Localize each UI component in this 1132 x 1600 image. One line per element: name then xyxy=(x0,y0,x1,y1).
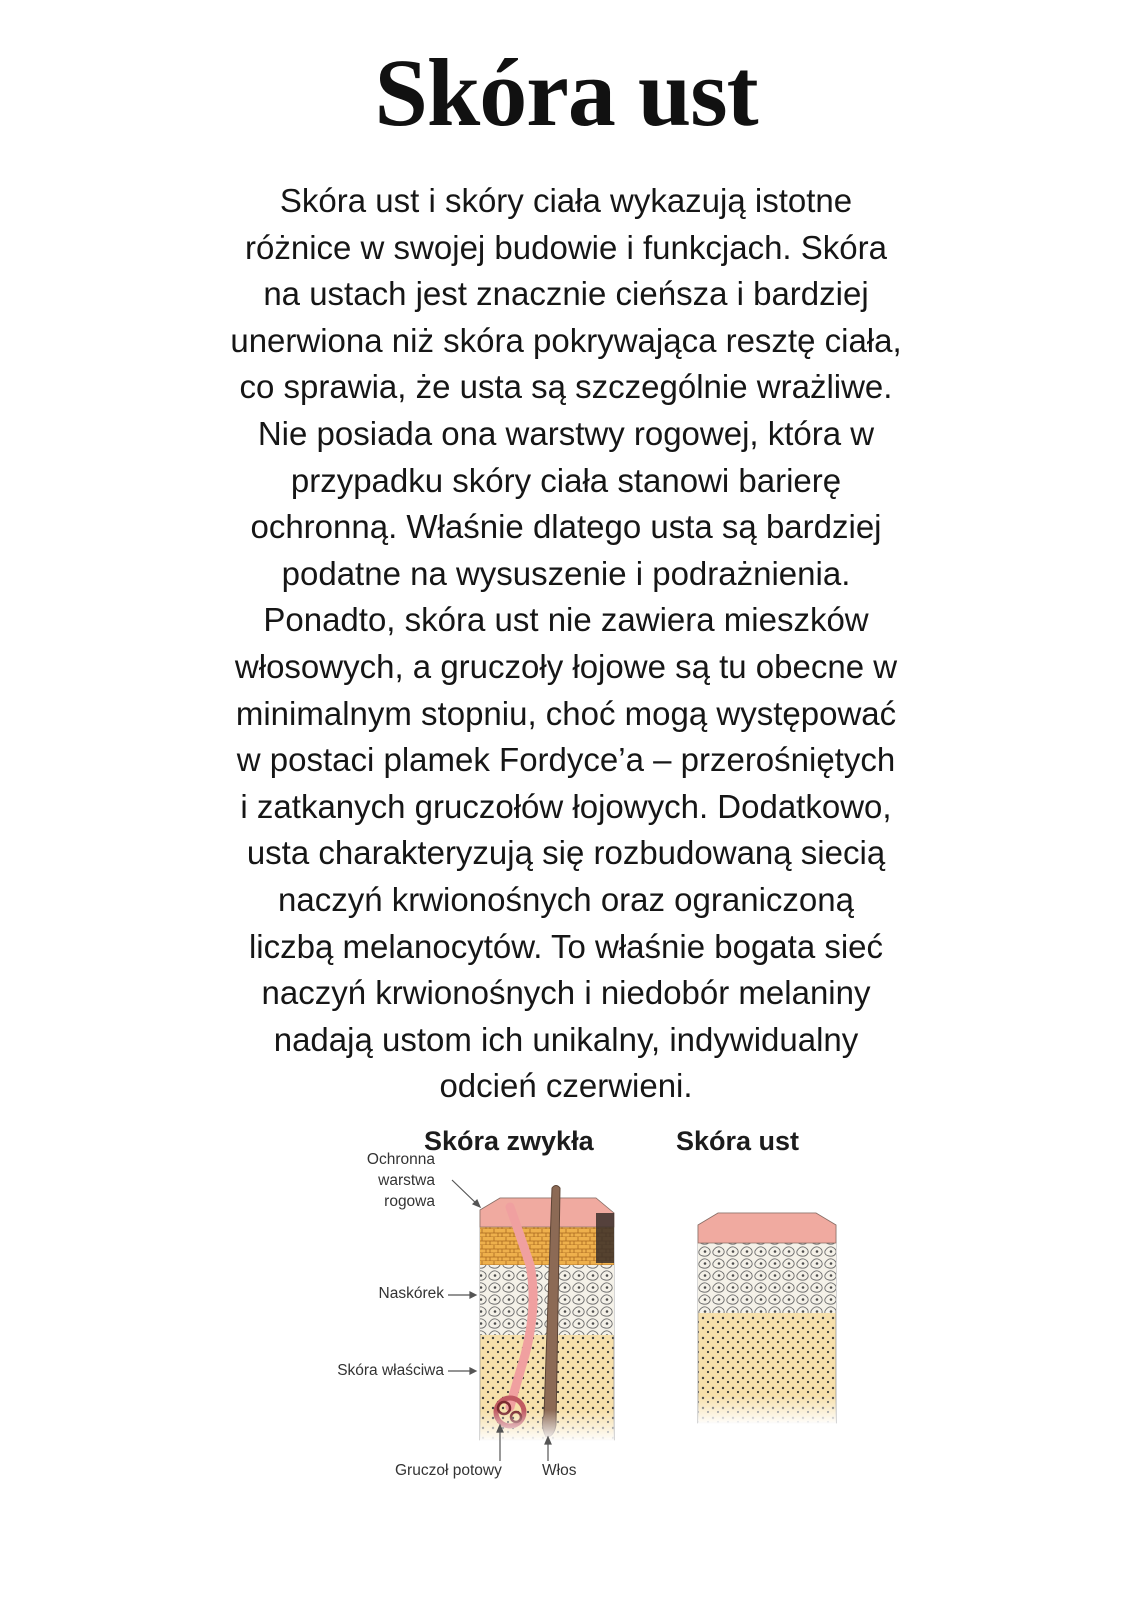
sweat-gland-label: Gruczoł potowy xyxy=(395,1462,502,1479)
normal-skin-heading: Skóra zwykła xyxy=(424,1126,594,1156)
lip-skin-block xyxy=(698,1213,836,1425)
protective-layer-label-line2: warstwa xyxy=(378,1172,435,1189)
paragraph-line: liczbą melanocytów. To właśnie bogata sieć xyxy=(248,927,884,965)
normal-skin-block xyxy=(480,1186,614,1443)
paragraph-line: nadają ustom ich unikalny, indywidualny xyxy=(273,1020,859,1058)
hair-label: Włos xyxy=(542,1462,577,1479)
paragraph-line: naczyń krwionośnych oraz ograniczoną xyxy=(278,880,854,918)
epidermis-label: Naskórek xyxy=(378,1285,444,1302)
paragraph-line: przypadku skóry ciała stanowi barierę xyxy=(290,461,842,499)
paragraph-line: Ponadto, skóra ust nie zawiera mieszków xyxy=(263,601,869,639)
dermis-label: Skóra właściwa xyxy=(337,1362,444,1379)
skin-comparison-figure xyxy=(320,1125,880,1525)
paragraph-line: usta charakteryzują się rozbudowaną siecią xyxy=(246,834,886,872)
paragraph-line: różnice w swojej budowie i funkcjach. Skóra xyxy=(245,228,887,266)
paragraph-line: podatne na wysuszenie i podrażnienia. xyxy=(281,554,851,592)
paragraph-line: Skóra ust i skóry ciała wykazują istotne xyxy=(279,182,853,219)
paragraph-line: odcień czerwieni. xyxy=(439,1067,693,1105)
paragraph-line: naczyń krwionośnych i niedobór melaniny xyxy=(261,974,871,1012)
paragraph-line: co sprawia, że usta są szczególnie wrażliwe. xyxy=(239,368,893,406)
paragraph-line: włosowych, a gruczoły łojowe są tu obecne w xyxy=(234,647,898,685)
paragraph-line: i zatkanych gruczołów łojowych. Dodatkowo, xyxy=(240,787,892,825)
protective-layer-label-line3: rogowa xyxy=(384,1193,435,1210)
body-paragraph xyxy=(96,178,1036,1110)
paragraph-line: w postaci plamek Fordyce’a – przerośniętych xyxy=(236,741,896,779)
protective-layer-label-line1: Ochronna xyxy=(366,1151,435,1168)
paragraph-line: ochronną. Właśnie dlatego usta są bardziej xyxy=(250,508,882,546)
paragraph-line: minimalnym stopniu, choć mogą występować xyxy=(235,694,897,732)
page-title: Skóra ust xyxy=(374,39,758,146)
paragraph-line: Nie posiada ona warstwy rogowej, która w xyxy=(257,414,875,452)
lip-skin-heading: Skóra ust xyxy=(676,1126,800,1156)
paragraph-line: na ustach jest znacznie cieńsza i bardziej xyxy=(263,275,869,313)
paragraph-line: unerwiona niż skóra pokrywająca resztę ciała, xyxy=(230,321,902,359)
